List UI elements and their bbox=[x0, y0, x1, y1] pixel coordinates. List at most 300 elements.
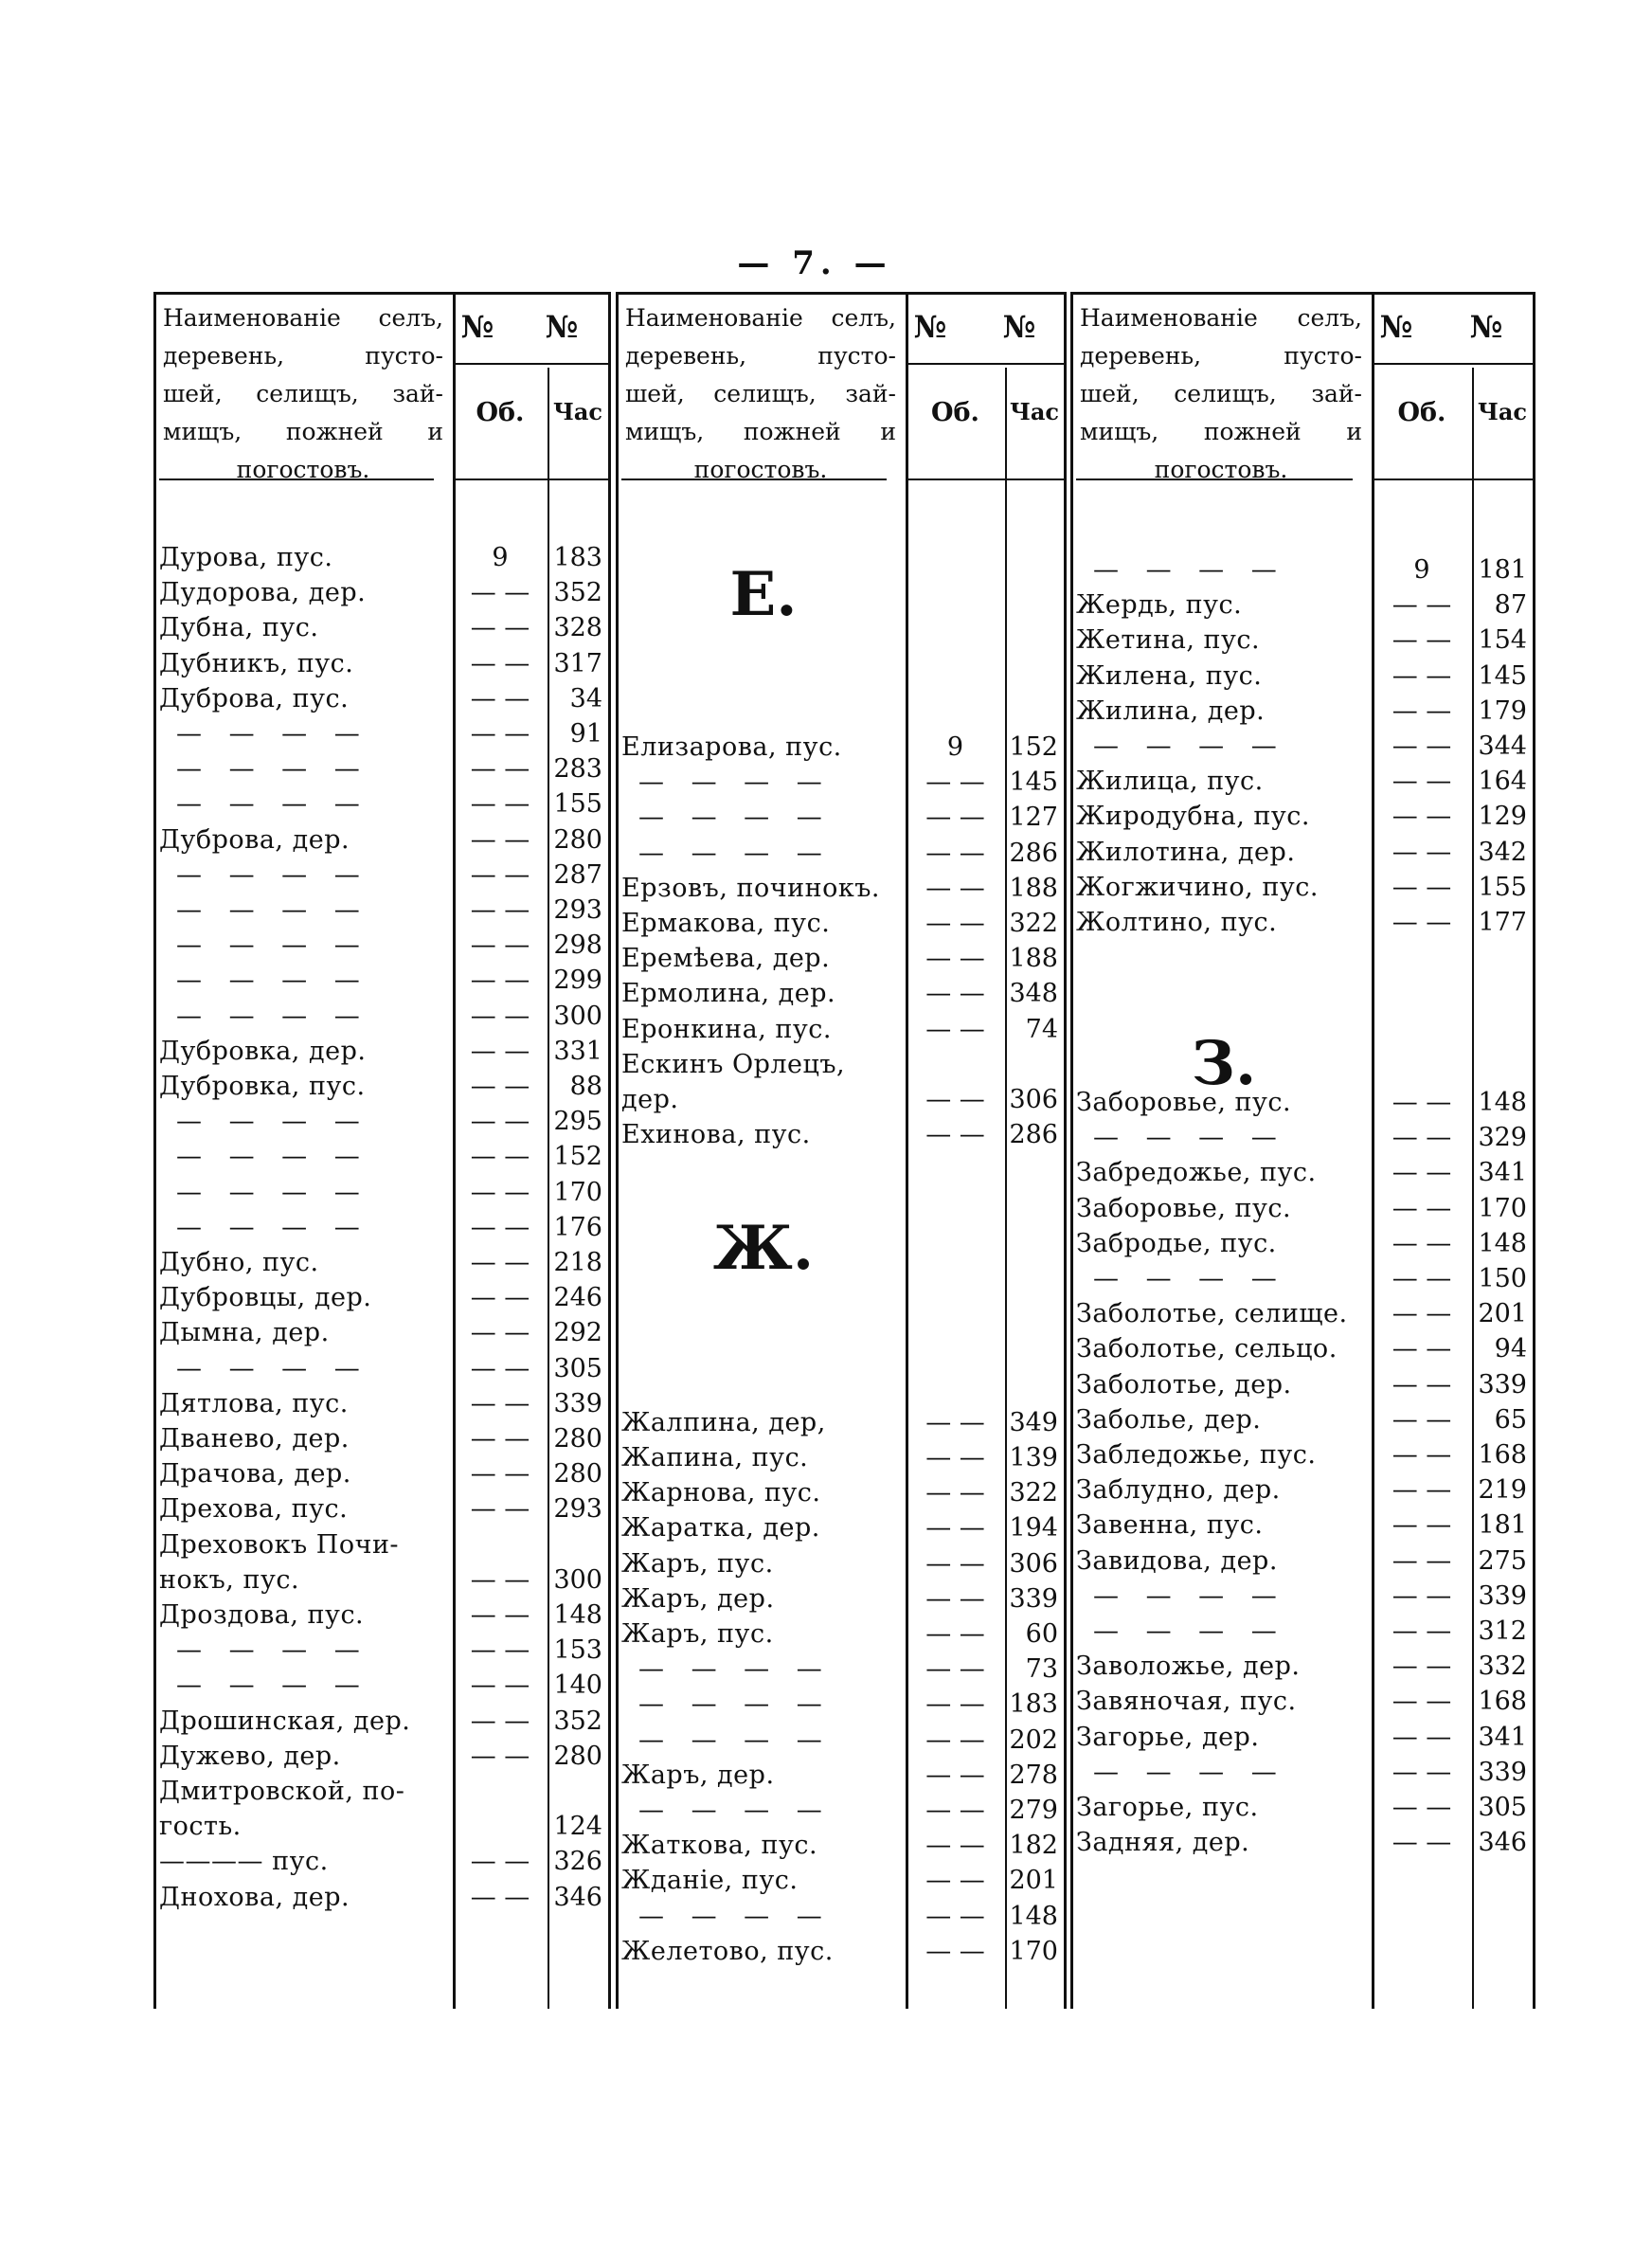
place-name: Дятлова, пус. bbox=[159, 1388, 349, 1418]
ob-number: — — bbox=[470, 1494, 530, 1525]
table-row bbox=[621, 1652, 1060, 1687]
table-row bbox=[1076, 1579, 1529, 1614]
ob-number: — — bbox=[925, 1120, 985, 1150]
table-row bbox=[1076, 552, 1529, 587]
table-row bbox=[159, 1386, 604, 1421]
table-row bbox=[159, 1527, 604, 1562]
place-name: Заболье, дер. bbox=[1076, 1404, 1262, 1435]
header-line: Наименованіе селъ, bbox=[1080, 304, 1362, 332]
chas-number: 218 bbox=[553, 1248, 602, 1277]
chas-number: 293 bbox=[553, 1494, 602, 1525]
place-name: Ескинъ Орлецъ, bbox=[621, 1049, 846, 1079]
table-row bbox=[1076, 1508, 1529, 1543]
place-name: Дудорова, дер. bbox=[159, 578, 367, 608]
place-name: — — — — bbox=[176, 1177, 369, 1207]
ob-number: — — bbox=[470, 1318, 530, 1348]
header-line: шей, селищъ, зай- bbox=[163, 380, 443, 407]
chas-number: 339 bbox=[553, 1388, 602, 1418]
table-row bbox=[621, 1405, 1060, 1440]
place-name: — — — — bbox=[638, 1901, 832, 1931]
place-name: Дубровцы, дер. bbox=[159, 1283, 372, 1313]
ob-number: — — bbox=[1392, 1193, 1452, 1223]
place-name: — — — — bbox=[638, 1724, 832, 1755]
place-name: гость. bbox=[159, 1812, 242, 1842]
place-name: — — — — bbox=[638, 767, 832, 798]
table-row bbox=[1076, 1544, 1529, 1579]
chas-number: 339 bbox=[1009, 1583, 1058, 1614]
header-subrule bbox=[906, 363, 1064, 365]
chas-number: 124 bbox=[553, 1812, 602, 1842]
table-row bbox=[159, 822, 604, 858]
table-row bbox=[159, 1562, 604, 1598]
place-name: — — — — bbox=[638, 1689, 832, 1720]
header-line: шей, селищъ, зай- bbox=[625, 380, 896, 407]
ob-number: — — bbox=[925, 1583, 985, 1614]
chas-number: 150 bbox=[1478, 1264, 1527, 1293]
place-name: — — — — bbox=[176, 1107, 369, 1137]
chas-number: 292 bbox=[553, 1318, 602, 1348]
ob-number: — — bbox=[1392, 802, 1452, 832]
table-row bbox=[621, 1440, 1060, 1475]
header-line: деревень, пусто- bbox=[625, 342, 896, 370]
ob-number: — — bbox=[470, 1072, 530, 1101]
chas-number: 164 bbox=[1478, 767, 1527, 797]
place-name: Ерзовъ, починокъ. bbox=[621, 873, 881, 903]
place-name: Дубровка, пус. bbox=[159, 1072, 366, 1101]
place-name: Жилица, пус. bbox=[1076, 767, 1264, 797]
place-name: Жаръ, пус. bbox=[621, 1619, 774, 1649]
table-row bbox=[621, 906, 1060, 941]
table-row bbox=[621, 871, 1060, 906]
chas-number: 346 bbox=[1478, 1828, 1527, 1858]
chas-number: 73 bbox=[1025, 1654, 1058, 1685]
table-row bbox=[159, 1739, 604, 1774]
table-row bbox=[159, 928, 604, 963]
ob-number: — — bbox=[1392, 1088, 1452, 1117]
ob-number: — — bbox=[925, 1724, 985, 1755]
ob-number: — — bbox=[1392, 1652, 1452, 1682]
chas-number: 341 bbox=[1478, 1722, 1527, 1752]
chas-number: 127 bbox=[1009, 803, 1058, 833]
ob-number: — — bbox=[1392, 1334, 1452, 1364]
column-rule bbox=[153, 292, 156, 2009]
place-name: — — — — bbox=[176, 789, 369, 820]
place-name: Дубровка, дер. bbox=[159, 1036, 367, 1066]
place-name: Заборовье, пус. bbox=[1076, 1088, 1292, 1117]
table-row bbox=[159, 575, 604, 610]
table-row bbox=[1076, 1614, 1529, 1649]
table-row bbox=[621, 1687, 1060, 1722]
place-name: Заболотье, дер. bbox=[1076, 1369, 1292, 1399]
place-name: Заборовье, пус. bbox=[1076, 1193, 1292, 1223]
chas-number: 280 bbox=[553, 1424, 602, 1454]
ob-number: — — bbox=[925, 873, 985, 903]
table-top-rule bbox=[153, 292, 608, 295]
ob-number: — — bbox=[470, 1847, 530, 1877]
chas-number: 188 bbox=[1009, 873, 1058, 903]
place-name: Загорье, дер. bbox=[1076, 1722, 1260, 1752]
chas-number: 140 bbox=[553, 1670, 602, 1701]
chas-number: 295 bbox=[553, 1107, 602, 1137]
place-name: Завидова, дер. bbox=[1076, 1545, 1278, 1576]
place-name: Дубна, пус. bbox=[159, 613, 319, 643]
place-name: Жаръ, пус. bbox=[621, 1548, 774, 1579]
page-number: — 7. — bbox=[737, 244, 892, 282]
ob-number: — — bbox=[925, 944, 985, 974]
chas-number: 342 bbox=[1478, 837, 1527, 867]
place-name: Забродье, пус. bbox=[1076, 1228, 1277, 1258]
ob-number: — — bbox=[925, 1760, 985, 1790]
chas-number: 287 bbox=[553, 859, 602, 890]
table-row bbox=[159, 1280, 604, 1315]
place-name: Дрехова, пус. bbox=[159, 1494, 349, 1525]
chas-number: 201 bbox=[1009, 1866, 1058, 1896]
place-name: — — — — bbox=[176, 1353, 369, 1383]
table-row bbox=[621, 976, 1060, 1011]
ob-number: — — bbox=[1392, 908, 1452, 937]
place-name: — — — — bbox=[176, 1142, 369, 1172]
place-name: Дубникъ, пус. bbox=[159, 648, 354, 678]
place-name: Дреховокъ Почи- bbox=[159, 1529, 400, 1560]
chas-number: 139 bbox=[1009, 1443, 1058, 1472]
ob-number: — — bbox=[1392, 1440, 1452, 1470]
table-row bbox=[1076, 870, 1529, 905]
table-row bbox=[1076, 1649, 1529, 1684]
place-name: Заволожье, дер. bbox=[1076, 1652, 1301, 1682]
chas-number: 202 bbox=[1009, 1724, 1058, 1755]
table-row bbox=[159, 1175, 604, 1210]
number-label: № bbox=[545, 309, 579, 345]
chas-number: 328 bbox=[553, 613, 602, 643]
place-name: — — — — bbox=[176, 1635, 369, 1666]
table-row bbox=[1076, 1367, 1529, 1402]
table-row bbox=[159, 540, 604, 575]
table-row bbox=[621, 1828, 1060, 1863]
ob-number: — — bbox=[470, 966, 530, 996]
chas-number: 352 bbox=[553, 578, 602, 608]
ob-number: — — bbox=[470, 1248, 530, 1277]
ob-number: — — bbox=[470, 1600, 530, 1630]
chas-number: 148 bbox=[1478, 1088, 1527, 1117]
place-name: Дуброва, дер. bbox=[159, 824, 350, 855]
place-name: Заблудно, дер. bbox=[1076, 1475, 1281, 1506]
place-name: Еронкина, пус. bbox=[621, 1014, 832, 1044]
number-label: № bbox=[1379, 309, 1413, 345]
ob-number: — — bbox=[470, 648, 530, 678]
chas-number: 219 bbox=[1478, 1475, 1527, 1506]
ob-number: 9 bbox=[1413, 555, 1430, 585]
ob-number: — — bbox=[925, 909, 985, 938]
table-row bbox=[159, 610, 604, 645]
table-top-rule bbox=[1070, 292, 1533, 295]
ob-number: — — bbox=[470, 789, 530, 820]
ob-number: — — bbox=[1392, 1616, 1452, 1646]
chas-number: 352 bbox=[553, 1706, 602, 1736]
place-name: Дроздова, пус. bbox=[159, 1600, 365, 1630]
chas-number: 306 bbox=[1009, 1085, 1058, 1114]
table-row bbox=[159, 1104, 604, 1139]
chas-header: Час bbox=[552, 398, 603, 425]
ob-number: — — bbox=[470, 1635, 530, 1666]
ob-number: — — bbox=[1392, 731, 1452, 761]
table-row bbox=[621, 836, 1060, 871]
chas-number: 168 bbox=[1478, 1440, 1527, 1470]
table-row bbox=[159, 751, 604, 786]
place-name: — — — — bbox=[1093, 1757, 1286, 1787]
place-name: — — — — bbox=[176, 1670, 369, 1701]
header-subrule bbox=[453, 363, 608, 365]
place-name: Днохова, дер. bbox=[159, 1882, 350, 1912]
column-header-title bbox=[163, 299, 443, 489]
place-name: Ермолина, дер. bbox=[621, 979, 836, 1009]
place-name: Загорье, пус. bbox=[1076, 1793, 1259, 1822]
chas-number: 300 bbox=[553, 1564, 602, 1595]
ob-number: — — bbox=[925, 1689, 985, 1720]
chas-number: 183 bbox=[553, 543, 602, 572]
ob-number: 9 bbox=[946, 732, 964, 762]
table-row bbox=[621, 941, 1060, 976]
table-row bbox=[159, 716, 604, 751]
table-row bbox=[621, 1082, 1060, 1117]
ob-number: — — bbox=[470, 859, 530, 890]
header-line: погостовъ. bbox=[1154, 456, 1288, 483]
chas-number: 322 bbox=[1009, 1478, 1058, 1508]
chas-number: 300 bbox=[553, 1001, 602, 1031]
ob-number: — — bbox=[925, 1085, 985, 1114]
table-row bbox=[159, 1774, 604, 1809]
table-row bbox=[159, 1704, 604, 1739]
chas-header: Час bbox=[1477, 398, 1528, 425]
ob-number: — — bbox=[925, 1796, 985, 1825]
chas-number: 148 bbox=[553, 1600, 602, 1630]
place-name: Ехинова, пус. bbox=[621, 1120, 811, 1150]
header-line: мищъ, пожней и bbox=[163, 418, 443, 445]
ob-number: — — bbox=[925, 1831, 985, 1861]
ob-number: — — bbox=[1392, 590, 1452, 621]
table-row bbox=[159, 1034, 604, 1069]
table-row bbox=[159, 1456, 604, 1491]
ob-number: — — bbox=[470, 824, 530, 855]
number-label: № bbox=[1469, 309, 1503, 345]
place-name: Жаткова, пус. bbox=[621, 1831, 818, 1861]
chas-number: 181 bbox=[1478, 1510, 1527, 1541]
chas-number: 283 bbox=[553, 754, 602, 785]
table-row bbox=[1076, 1790, 1529, 1825]
table-row bbox=[621, 1863, 1060, 1898]
chas-number: 286 bbox=[1009, 838, 1058, 868]
ob-number: — — bbox=[925, 1936, 985, 1966]
place-name: Забледожье, пус. bbox=[1076, 1440, 1317, 1470]
chas-number: 152 bbox=[1009, 732, 1058, 762]
place-name: нокъ, пус. bbox=[159, 1564, 300, 1595]
table-row bbox=[1076, 623, 1529, 658]
chas-number: 275 bbox=[1478, 1545, 1527, 1576]
chas-number: 170 bbox=[553, 1177, 602, 1207]
ob-number: — — bbox=[1392, 1228, 1452, 1258]
chas-number: 201 bbox=[1478, 1299, 1527, 1329]
section-letter: Е. bbox=[729, 559, 798, 630]
chas-number: 170 bbox=[1009, 1936, 1058, 1966]
table-row bbox=[621, 1581, 1060, 1616]
table-row bbox=[621, 1899, 1060, 1934]
ob-number: — — bbox=[1392, 1158, 1452, 1188]
table-row bbox=[1076, 1720, 1529, 1755]
ob-number: — — bbox=[925, 1901, 985, 1931]
chas-number: 182 bbox=[1009, 1831, 1058, 1861]
header-line: деревень, пусто- bbox=[1080, 342, 1362, 370]
table-row bbox=[159, 893, 604, 928]
table-row bbox=[159, 858, 604, 893]
place-name: Жетина, пус. bbox=[1076, 625, 1261, 656]
ob-number: — — bbox=[470, 1177, 530, 1207]
table-row bbox=[159, 1844, 604, 1879]
chas-number: 60 bbox=[1025, 1619, 1058, 1649]
table-row bbox=[1076, 905, 1529, 940]
place-name: Заболотье, селище. bbox=[1076, 1299, 1348, 1329]
chas-number: 280 bbox=[553, 1459, 602, 1490]
chas-number: 87 bbox=[1494, 590, 1527, 621]
table-row bbox=[159, 786, 604, 822]
place-name: Дужево, дер. bbox=[159, 1741, 341, 1771]
ob-number: — — bbox=[1392, 1123, 1452, 1153]
place-name: Жаратка, дер. bbox=[621, 1513, 820, 1544]
chas-number: 154 bbox=[1478, 625, 1527, 656]
ob-number: — — bbox=[1392, 1828, 1452, 1858]
chas-number: 280 bbox=[553, 824, 602, 855]
table-row bbox=[159, 999, 604, 1034]
table-row bbox=[1076, 729, 1529, 764]
chas-number: 279 bbox=[1009, 1796, 1058, 1825]
place-name: Задняя, дер. bbox=[1076, 1828, 1250, 1858]
place-name: Завяночая, пус. bbox=[1076, 1687, 1297, 1717]
chas-number: 188 bbox=[1009, 944, 1058, 974]
table-row bbox=[159, 1598, 604, 1633]
table-row bbox=[621, 730, 1060, 765]
chas-number: 177 bbox=[1478, 908, 1527, 937]
chas-number: 278 bbox=[1009, 1760, 1058, 1790]
ob-number: — — bbox=[1392, 1404, 1452, 1435]
place-name: Драчова, дер. bbox=[159, 1459, 351, 1490]
chas-number: 183 bbox=[1009, 1689, 1058, 1720]
place-name: Дрошинская, дер. bbox=[159, 1706, 411, 1736]
table-row bbox=[621, 800, 1060, 835]
table-row bbox=[1076, 1755, 1529, 1790]
ob-number: — — bbox=[470, 895, 530, 925]
chas-number: 94 bbox=[1494, 1334, 1527, 1364]
chas-number: 170 bbox=[1478, 1193, 1527, 1223]
chas-number: 293 bbox=[553, 895, 602, 925]
column-rule bbox=[1070, 292, 1073, 2009]
table-row bbox=[1076, 1120, 1529, 1155]
table-row bbox=[621, 1047, 1060, 1082]
ob-number: — — bbox=[470, 719, 530, 749]
table-row bbox=[1076, 764, 1529, 799]
table-row bbox=[621, 1546, 1060, 1581]
ob-number: — — bbox=[470, 1882, 530, 1912]
ob-number: — — bbox=[470, 1670, 530, 1701]
place-name: Жалпина, дер, bbox=[621, 1407, 826, 1437]
ob-number: — — bbox=[470, 754, 530, 785]
place-name: Жаръ, дер. bbox=[621, 1583, 775, 1614]
chas-number: 129 bbox=[1478, 802, 1527, 832]
ob-header: Об. bbox=[476, 398, 525, 427]
header-line: мищъ, пожней и bbox=[625, 418, 896, 445]
table-row bbox=[621, 1723, 1060, 1758]
ob-number: — — bbox=[470, 1388, 530, 1418]
chas-number: 65 bbox=[1494, 1404, 1527, 1435]
chas-number: 280 bbox=[553, 1741, 602, 1771]
chas-number: 145 bbox=[1009, 767, 1058, 798]
column-rule bbox=[1533, 292, 1535, 2009]
column-header-title bbox=[625, 299, 896, 489]
place-name: Дмитровской, по- bbox=[159, 1777, 405, 1806]
ob-number: — — bbox=[1392, 837, 1452, 867]
table-row bbox=[1076, 799, 1529, 834]
chas-number: 322 bbox=[1009, 909, 1058, 938]
ob-number: — — bbox=[470, 1459, 530, 1490]
place-name: — — — — bbox=[1093, 1580, 1286, 1611]
place-name: — — — — bbox=[176, 966, 369, 996]
chas-number: 331 bbox=[553, 1036, 602, 1066]
ob-number: — — bbox=[470, 1741, 530, 1771]
chas-number: 329 bbox=[1478, 1123, 1527, 1153]
place-name: Жолтино, пус. bbox=[1076, 908, 1278, 937]
ob-number: — — bbox=[925, 767, 985, 798]
ob-number: — — bbox=[470, 1036, 530, 1066]
ob-header: Об. bbox=[1397, 398, 1446, 427]
chas-number: 305 bbox=[553, 1353, 602, 1383]
chas-number: 312 bbox=[1478, 1616, 1527, 1646]
chas-number: 346 bbox=[553, 1882, 602, 1912]
place-name: Жогжичино, пус. bbox=[1076, 872, 1319, 902]
table-row bbox=[159, 1421, 604, 1456]
place-name: Жапина, пус. bbox=[621, 1443, 809, 1472]
chas-header: Час bbox=[1009, 398, 1060, 425]
chas-number: 298 bbox=[553, 930, 602, 961]
number-label: № bbox=[1002, 309, 1036, 345]
ob-number: — — bbox=[470, 1706, 530, 1736]
place-name: Дымна, дер. bbox=[159, 1318, 330, 1348]
place-name: Дванево, дер. bbox=[159, 1424, 350, 1454]
chas-number: 176 bbox=[553, 1212, 602, 1242]
place-name: дер. bbox=[621, 1085, 679, 1114]
ob-number: — — bbox=[470, 578, 530, 608]
chas-number: 306 bbox=[1009, 1548, 1058, 1579]
ob-number: — — bbox=[925, 1513, 985, 1544]
place-name: — — — — bbox=[1093, 1264, 1286, 1293]
chas-number: 317 bbox=[553, 648, 602, 678]
ob-header: Об. bbox=[931, 398, 979, 427]
ob-number: — — bbox=[925, 1014, 985, 1044]
ob-number: — — bbox=[925, 1548, 985, 1579]
place-name: Забредожье, пус. bbox=[1076, 1158, 1317, 1188]
chas-number: 349 bbox=[1009, 1407, 1058, 1437]
table-row bbox=[621, 1758, 1060, 1793]
header-underline bbox=[906, 478, 1064, 480]
column-rule bbox=[1064, 292, 1067, 2009]
chas-number: 34 bbox=[569, 683, 602, 713]
header-line: погостовъ. bbox=[693, 456, 828, 483]
table-row bbox=[1076, 1226, 1529, 1261]
ob-number: — — bbox=[470, 1283, 530, 1313]
section-letter: Ж. bbox=[712, 1213, 815, 1284]
header-underline bbox=[453, 478, 608, 480]
table-row bbox=[621, 1793, 1060, 1828]
table-row bbox=[1076, 1085, 1529, 1120]
table-row bbox=[1076, 659, 1529, 694]
header-line: деревень, пусто- bbox=[163, 342, 443, 370]
table-row bbox=[159, 646, 604, 681]
